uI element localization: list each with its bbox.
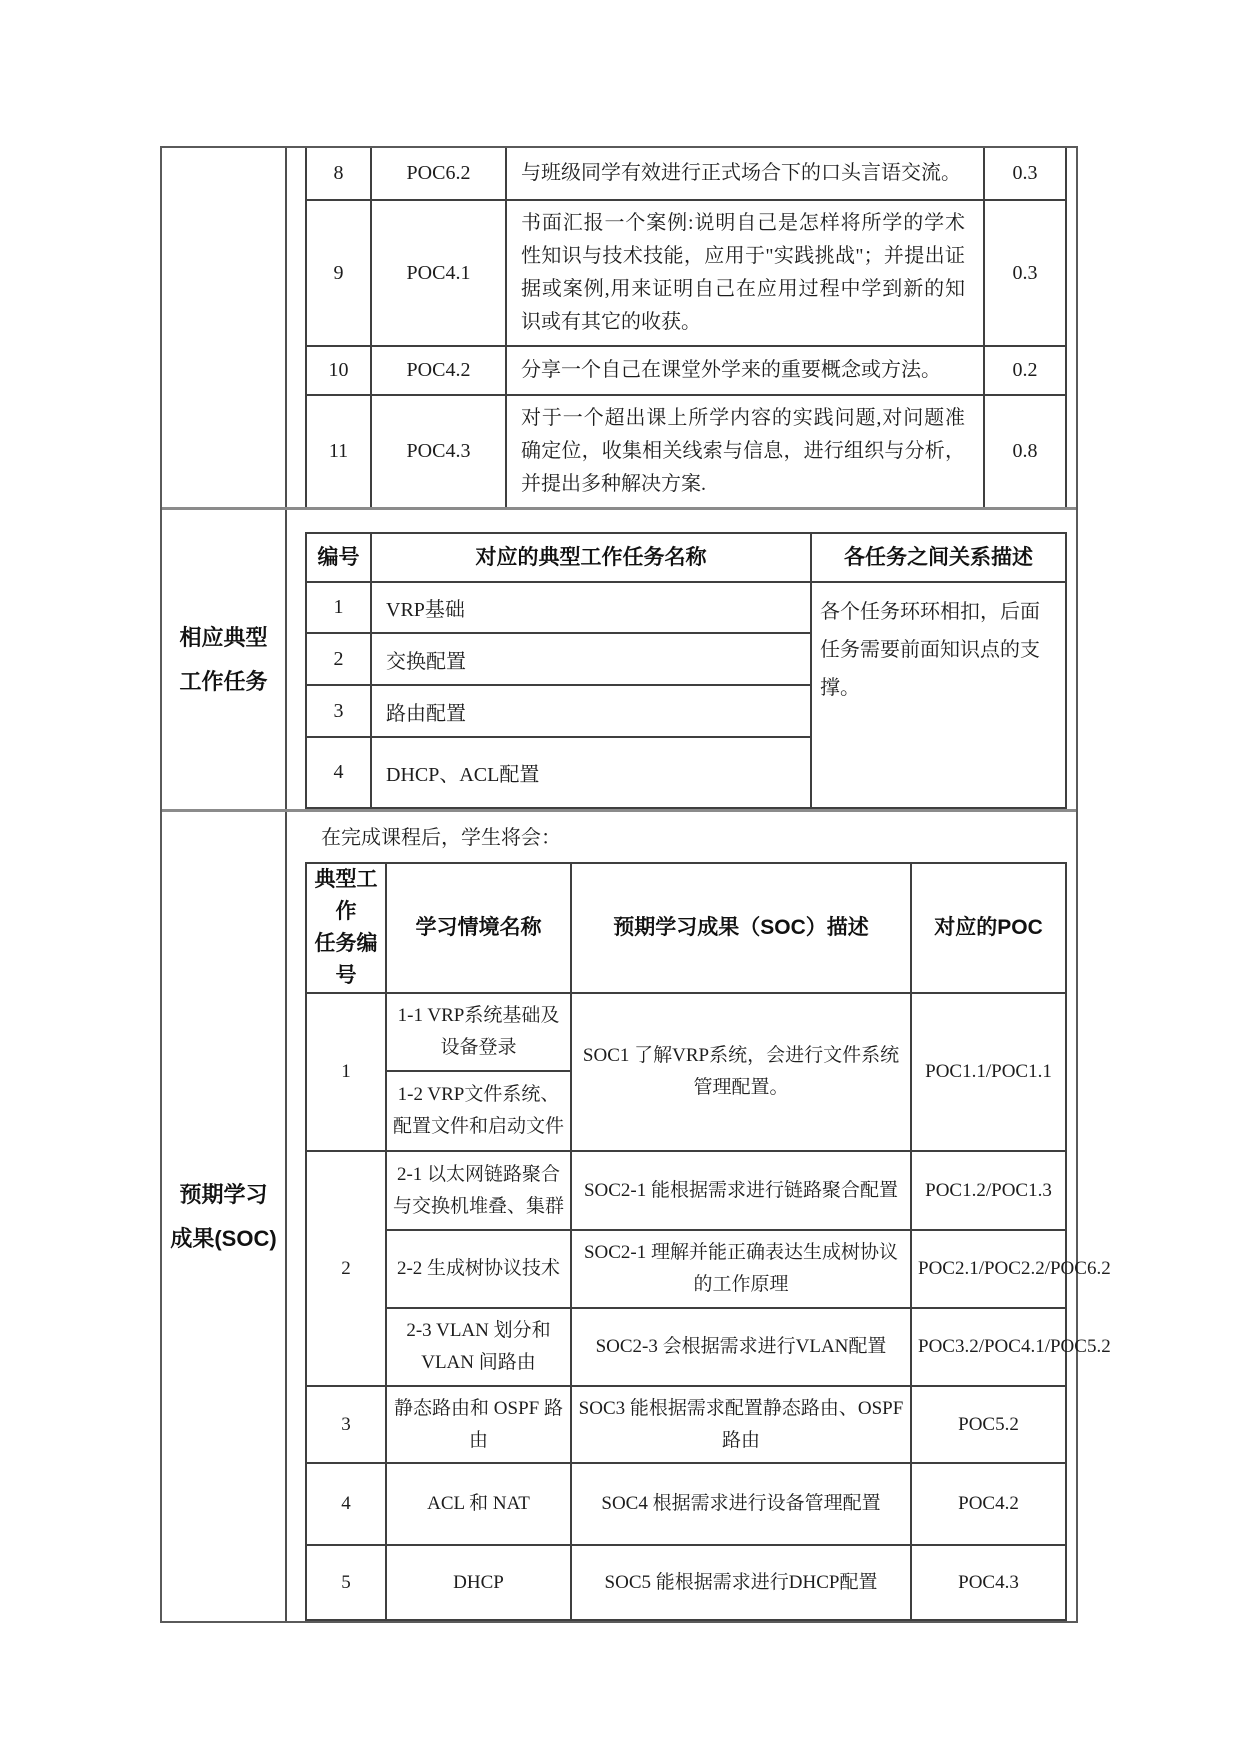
table-row: [306, 1308, 1066, 1386]
header-task-number: 编号: [306, 533, 371, 582]
task-name: 交换配置: [371, 633, 811, 685]
typical-tasks-table: [305, 532, 1067, 809]
table-header-row: [306, 533, 1066, 582]
table-row: [306, 993, 1066, 1071]
soc-outcome: SOC2-3 会根据需求进行VLAN配置: [571, 1308, 911, 1386]
section-poc-assessment: [162, 148, 1076, 507]
table-row: [306, 582, 1066, 633]
header-task-relation: 各任务之间关系描述: [811, 533, 1066, 582]
poc-code: POC6.2: [371, 148, 506, 200]
soc-outcome: SOC2-1 能根据需求进行链路聚合配置: [571, 1151, 911, 1230]
table-row: [306, 1230, 1066, 1308]
mapped-poc: POC4.2: [911, 1463, 1066, 1545]
task-name: 路由配置: [371, 685, 811, 737]
soc-task-number: 2: [306, 1151, 386, 1386]
table-row: [306, 1151, 1066, 1230]
poc-row-number: 11: [306, 395, 371, 507]
poc-row-number: 9: [306, 200, 371, 346]
label-line: 成果(SOC): [170, 1225, 277, 1251]
learning-context: 1-1 VRP系统基础及设备登录: [386, 993, 571, 1071]
table-row: [306, 1463, 1066, 1545]
section-label-learning-outcomes: [162, 812, 287, 1621]
learning-context: 2-3 VLAN 划分和 VLAN 间路由: [386, 1308, 571, 1386]
soc-task-number: 1: [306, 993, 386, 1151]
learning-context: 1-2 VRP文件系统、配置文件和启动文件: [386, 1071, 571, 1151]
mapped-poc: POC4.3: [911, 1545, 1066, 1620]
soc-outcome: SOC4 根据需求进行设备管理配置: [571, 1463, 911, 1545]
poc-assessment-table: [305, 148, 1067, 507]
poc-description: 对于一个超出课上所学内容的实践问题,对问题准确定位，收集相关线索与信息，进行组织与分析，并提出多种解决方案.: [506, 395, 984, 507]
poc-description: 分享一个自己在课堂外学来的重要概念或方法。: [506, 346, 984, 395]
section-typical-tasks: [162, 507, 1076, 809]
poc-description: 与班级同学有效进行正式场合下的口头言语交流。: [506, 148, 984, 200]
learning-context: 2-1 以太网链路聚合与交换机堆叠、集群: [386, 1151, 571, 1230]
label-line: 相应典型: [179, 624, 268, 650]
section-label-empty: [162, 148, 287, 507]
mapped-poc: POC5.2: [911, 1386, 1066, 1463]
header-mapped-poc: 对应的POC: [911, 863, 1066, 993]
mapped-poc: POC1.2/POC1.3: [911, 1151, 1066, 1230]
mapped-poc: POC3.2/POC4.1/POC5.2: [911, 1308, 1066, 1386]
table-row: [306, 148, 1066, 200]
soc-outcome: SOC5 能根据需求进行DHCP配置: [571, 1545, 911, 1620]
label-line: 预期学习: [179, 1181, 268, 1207]
soc-task-number: 5: [306, 1545, 386, 1620]
tasks-relation-description: 各个任务环环相扣，后面任务需要前面知识点的支撑。: [811, 582, 1066, 808]
soc-task-number: 4: [306, 1463, 386, 1545]
learning-context: 静态路由和 OSPF 路由: [386, 1386, 571, 1463]
task-number: 1: [306, 582, 371, 633]
table-row: [306, 200, 1066, 346]
learning-context: DHCP: [386, 1545, 571, 1620]
poc-weight: 0.3: [984, 200, 1066, 346]
task-name: VRP基础: [371, 582, 811, 633]
poc-code: POC4.1: [371, 200, 506, 346]
task-number: 3: [306, 685, 371, 737]
poc-weight: 0.8: [984, 395, 1066, 507]
section-label-typical-tasks: [162, 510, 287, 809]
soc-intro-text: 在完成课程后，学生将会：: [321, 827, 561, 849]
table-row: [306, 1386, 1066, 1463]
label-line: 工作任务: [179, 668, 268, 694]
learning-context: 2-2 生成树协议技术: [386, 1230, 571, 1308]
poc-code: POC4.3: [371, 395, 506, 507]
header-soc-description: 预期学习成果（SOC）描述: [571, 863, 911, 993]
poc-weight: 0.2: [984, 346, 1066, 395]
mapped-poc: POC1.1/POC1.1: [911, 993, 1066, 1151]
soc-outcome: SOC2-1 理解并能正确表达生成树协议的工作原理: [571, 1230, 911, 1308]
task-number: 4: [306, 737, 371, 808]
header-learning-context: 学习情境名称: [386, 863, 571, 993]
task-name: DHCP、ACL配置: [371, 737, 811, 808]
poc-weight: 0.3: [984, 148, 1066, 200]
poc-row-number: 10: [306, 346, 371, 395]
course-outline-table: [160, 146, 1111, 1623]
poc-code: POC4.2: [371, 346, 506, 395]
soc-outcome: SOC1 了解VRP系统，会进行文件系统管理配置。: [571, 993, 911, 1151]
poc-description: 书面汇报一个案例:说明自己是怎样将所学的学术性知识与技术技能，应用于"实践挑战"；并提出证据或案例,用来证明自己在应用过程中学到新的知识或有其它的收获。: [506, 200, 984, 346]
task-number: 2: [306, 633, 371, 685]
header-task-name: 对应的典型工作任务名称: [371, 533, 811, 582]
header-task-id: 典型工作 任务编号: [306, 863, 386, 993]
table-row: [306, 1545, 1066, 1620]
learning-outcomes-table: [305, 862, 1111, 1621]
learning-context: ACL 和 NAT: [386, 1463, 571, 1545]
table-row: [306, 346, 1066, 395]
soc-outcome: SOC3 能根据需求配置静态路由、OSPF路由: [571, 1386, 911, 1463]
table-header-row: [306, 863, 1066, 993]
soc-task-number: 3: [306, 1386, 386, 1463]
section-learning-outcomes: [162, 809, 1111, 1621]
mapped-poc: POC2.1/POC2.2/POC6.2: [911, 1230, 1066, 1308]
poc-row-number: 8: [306, 148, 371, 200]
table-row: [306, 395, 1066, 507]
